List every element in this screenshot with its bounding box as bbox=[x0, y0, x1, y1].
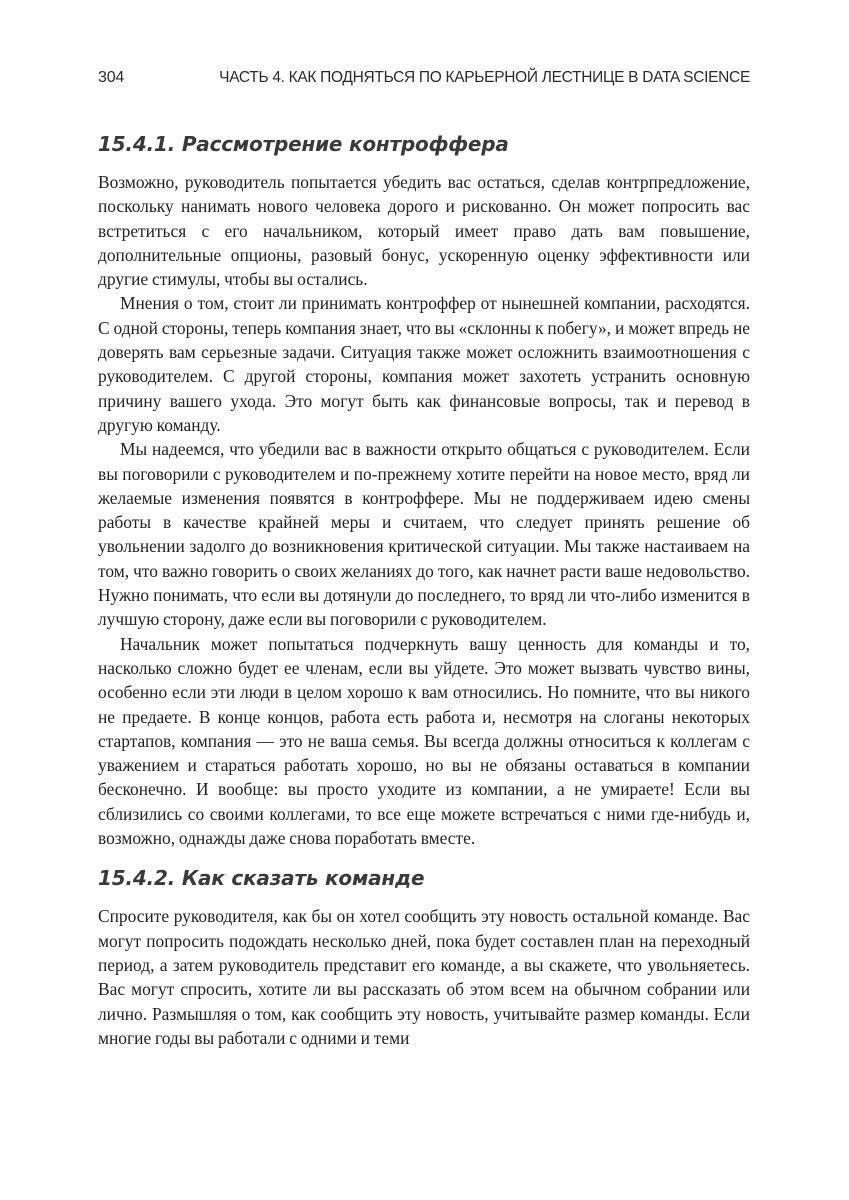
section-heading-counteroffer: 15.4.1. Рассмотрение контроффера bbox=[98, 132, 509, 156]
section-body-tell-team bbox=[98, 904, 750, 1050]
paragraph: Спросите руководителя, как бы он хотел сообщить эту новость остальной команде. Вас могут попросить подождать несколько дней, пока будет составлен план на переходный период, а затем руководитель представит его команде, а вы скажете, что увольняетесь. Вас могут спросить, хотите ли вы рассказать об этом всем на обычном собрании или лично. Размышляя о том, как сообщить эту новость, учитывайте размер команды. Если многие годы вы работали с одними и теми bbox=[98, 906, 750, 1048]
paragraph: Возможно, руководитель попытается убедить вас остаться, сделав контрпредложение, поскольку нанимать нового человека дорого и рискованно. Он может попросить вас встретиться с его начальником, который имеет право дать вам повышение, дополнительные опционы, разовый бонус, ускоренную оценку эффективности или другие стимулы, чтобы вы остались. bbox=[98, 172, 750, 290]
section-body-counteroffer bbox=[98, 170, 750, 850]
running-header bbox=[98, 66, 750, 90]
paragraph: Мнения о том, стоит ли принимать контроффер от нынешней компании, расходятся. С одной стороны, теперь компания знает, что вы «склонны к побегу», и может впредь не доверять вам серьезные задачи. Ситуация также может осложнить взаимоотношения с руководителем. С другой стороны, компания может захотеть устранить основную причину вашего ухода. Это могут быть как финансовые вопросы, так и перевод в другую команду. bbox=[98, 293, 750, 435]
chapter-title: ЧАСТЬ 4. КАК ПОДНЯТЬСЯ ПО КАРЬЕРНОЙ ЛЕСТНИЦЕ В DATA SCIENCE bbox=[219, 69, 750, 86]
paragraph: Начальник может попытаться подчеркнуть вашу ценность для команды и то, насколько сложно будет ее членам, если вы уйдете. Это может вызвать чувство вины, особенно если эти люди в целом хорошо к вам относились. Но помните, что вы никого не предаете. В конце концов, работа есть работа и, несмотря на слоганы некоторых стартапов, компания — это не ваша семья. Вы всегда должны относиться к коллегам с уважением и стараться работать хорошо, но вы не обязаны оставаться в компании бесконечно. И вообще: вы просто уходите из компании, а не умираете! Если вы сблизились со своими коллегами, то все еще можете встречаться с ними где-нибудь и, возможно, однажды даже снова поработать вместе. bbox=[98, 633, 750, 849]
paragraph: Мы надеемся, что убедили вас в важности открыто общаться с руководителем. Если вы поговорили с руководителем и по-прежнему хотите перейти на новое место, вряд ли желаемые изменения появятся в контроффере. Мы не поддерживаем идею смены работы в качестве крайней меры и считаем, что следует принять решение об увольнении задолго до возникновения критической ситуации. Мы также настаиваем на том, что важно говорить о своих желаниях до того, как начнет расти ваше недовольство. Нужно понимать, что если вы дотянули до последнего, то вряд ли что-либо изменится в лучшую сторону, даже если вы поговорили с руководителем. bbox=[98, 439, 750, 630]
page-number: 304 bbox=[98, 69, 125, 86]
section-heading-tell-team: 15.4.2. Как сказать команде bbox=[98, 866, 425, 891]
book-page bbox=[98, 66, 750, 1050]
